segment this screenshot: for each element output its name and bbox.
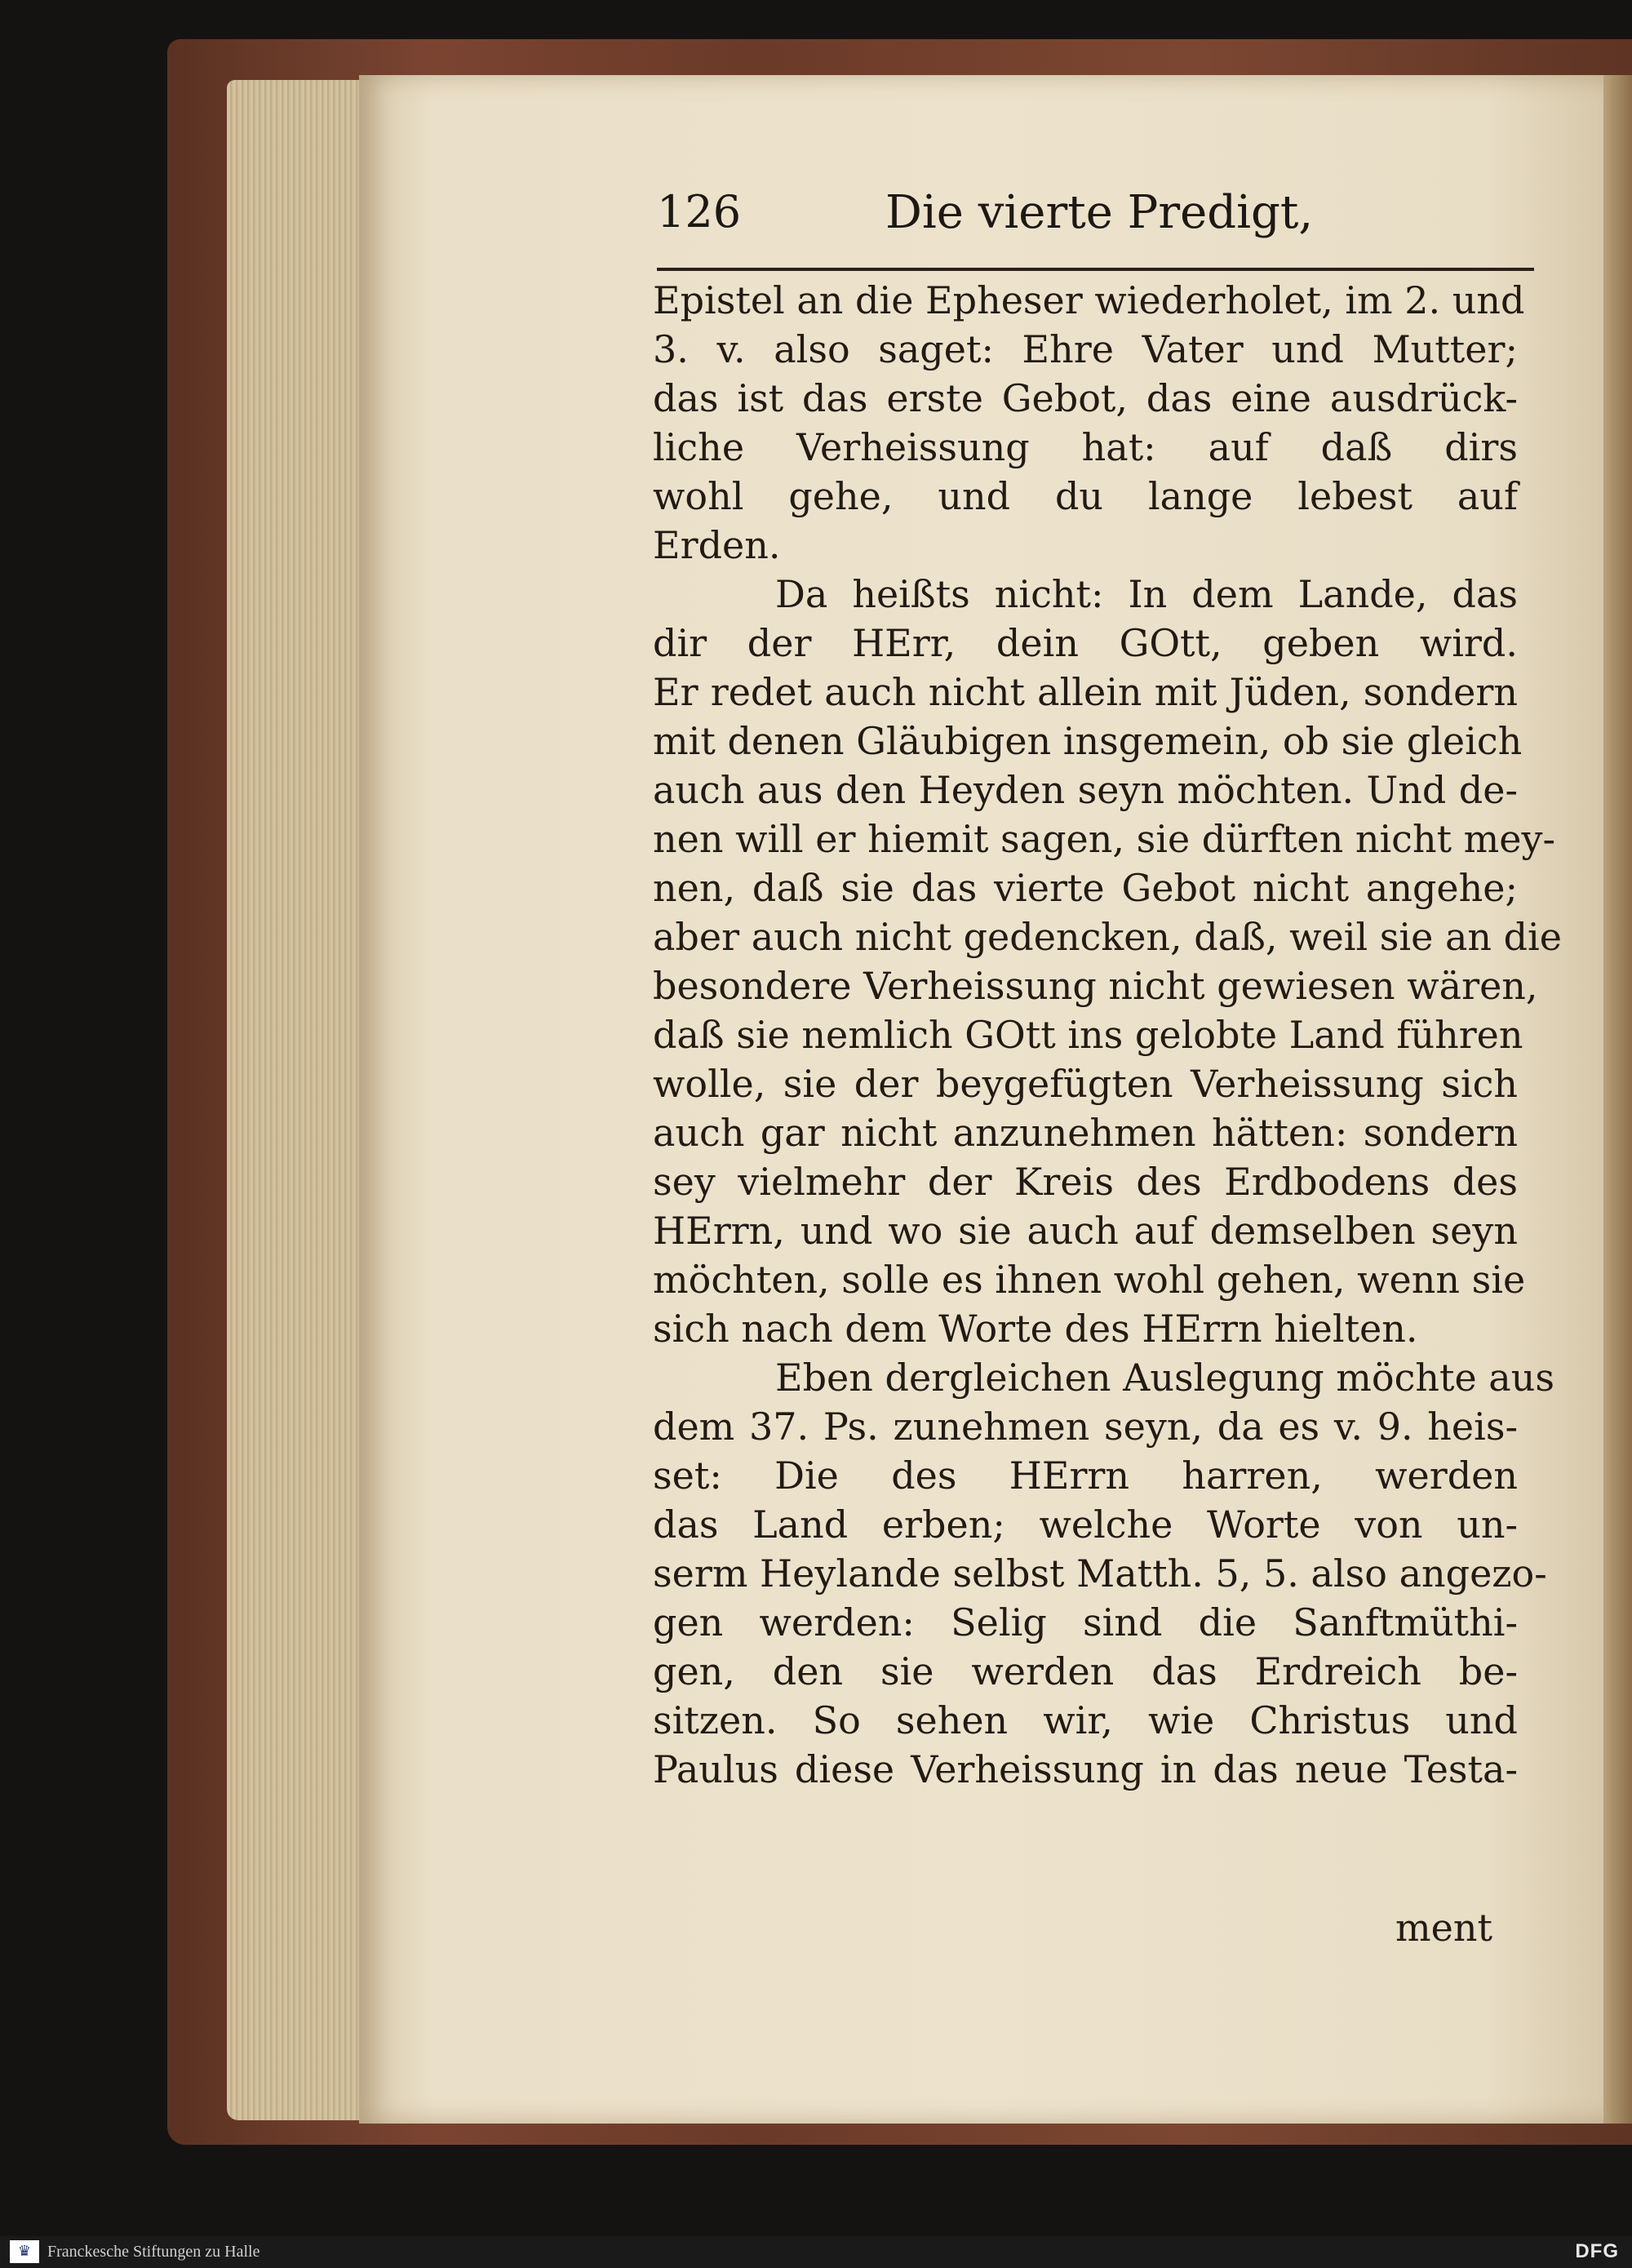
page-gutter: [1603, 75, 1632, 2124]
text-line: dem 37. Ps. zunehmen seyn, da es v. 9. heis-: [653, 1405, 1518, 1449]
footer-bar: [0, 2236, 1632, 2268]
text-line: aber auch nicht gedencken, daß, weil sie an die: [653, 915, 1562, 959]
dfg-logo: DFG: [1575, 2240, 1619, 2262]
catchword: ment: [1395, 1906, 1492, 1950]
page-number: 126: [657, 186, 742, 237]
text-line: nen, daß sie das vierte Gebot nicht angehe;: [653, 866, 1518, 910]
text-line: nen will er hiemit sagen, sie dürften nicht mey-: [653, 817, 1556, 861]
text-line: Epistel an die Epheser wiederholet, im 2. und: [653, 278, 1525, 322]
text-line: Erden.: [653, 523, 781, 567]
text-line: liche Verheissung hat: auf daß dirs: [653, 425, 1518, 469]
text-line: sey vielmehr der Kreis des Erdbodens des: [653, 1160, 1518, 1204]
text-line: gen werden: Selig sind die Sanftmüthi-: [653, 1600, 1518, 1644]
text-line: Da heißts nicht: In dem Lande, das: [775, 572, 1518, 616]
text-line: set: Die des HErrn harren, werden: [653, 1454, 1518, 1498]
text-line: das ist das erste Gebot, das eine ausdrück-: [653, 376, 1518, 420]
text-line: dir der HErr, dein GOtt, geben wird.: [653, 621, 1518, 665]
text-line: 3. v. also saget: Ehre Vater und Mutter;: [653, 327, 1518, 371]
text-line: möchten, solle es ihnen wohl gehen, wenn sie: [653, 1258, 1526, 1302]
text-line: Er redet auch nicht allein mit Jüden, sondern: [653, 670, 1518, 714]
text-line: HErrn, und wo sie auch auf demselben seyn: [653, 1209, 1518, 1253]
text-line: sitzen. So sehen wir, wie Christus und: [653, 1698, 1518, 1742]
text-line: das Land erben; welche Worte von un-: [653, 1502, 1518, 1547]
header-rule: [657, 268, 1534, 271]
body-text: [653, 276, 1562, 1794]
institution-name: Franckesche Stiftungen zu Halle: [47, 2243, 260, 2261]
text-line: Paulus diese Verheissung in das neue Testa-: [653, 1747, 1518, 1791]
text-line: wolle, sie der beygefügten Verheissung sich: [653, 1062, 1518, 1106]
page-header: [657, 186, 1530, 251]
text-line: auch gar nicht anzunehmen hätten: sondern: [653, 1111, 1518, 1155]
running-head: Die vierte Predigt,: [885, 186, 1314, 239]
text-line: wohl gehe, und du lange lebest auf: [653, 474, 1518, 518]
text-line: besondere Verheissung nicht gewiesen wären,: [653, 964, 1538, 1008]
text-line: mit denen Gläubigen insgemein, ob sie gleich: [653, 719, 1523, 763]
text-line: sich nach dem Worte des HErrn hielten.: [653, 1307, 1418, 1351]
text-line: Eben dergleichen Auslegung möchte aus: [775, 1356, 1554, 1400]
text-line: gen, den sie werden das Erdreich be-: [653, 1649, 1518, 1693]
text-line: serm Heylande selbst Matth. 5, 5. also angezo-: [653, 1551, 1547, 1596]
text-line: auch aus den Heyden seyn möchten. Und de-: [653, 768, 1518, 812]
institution-logo-icon: ♛: [10, 2240, 39, 2263]
text-line: daß sie nemlich GOtt ins gelobte Land führen: [653, 1013, 1523, 1057]
